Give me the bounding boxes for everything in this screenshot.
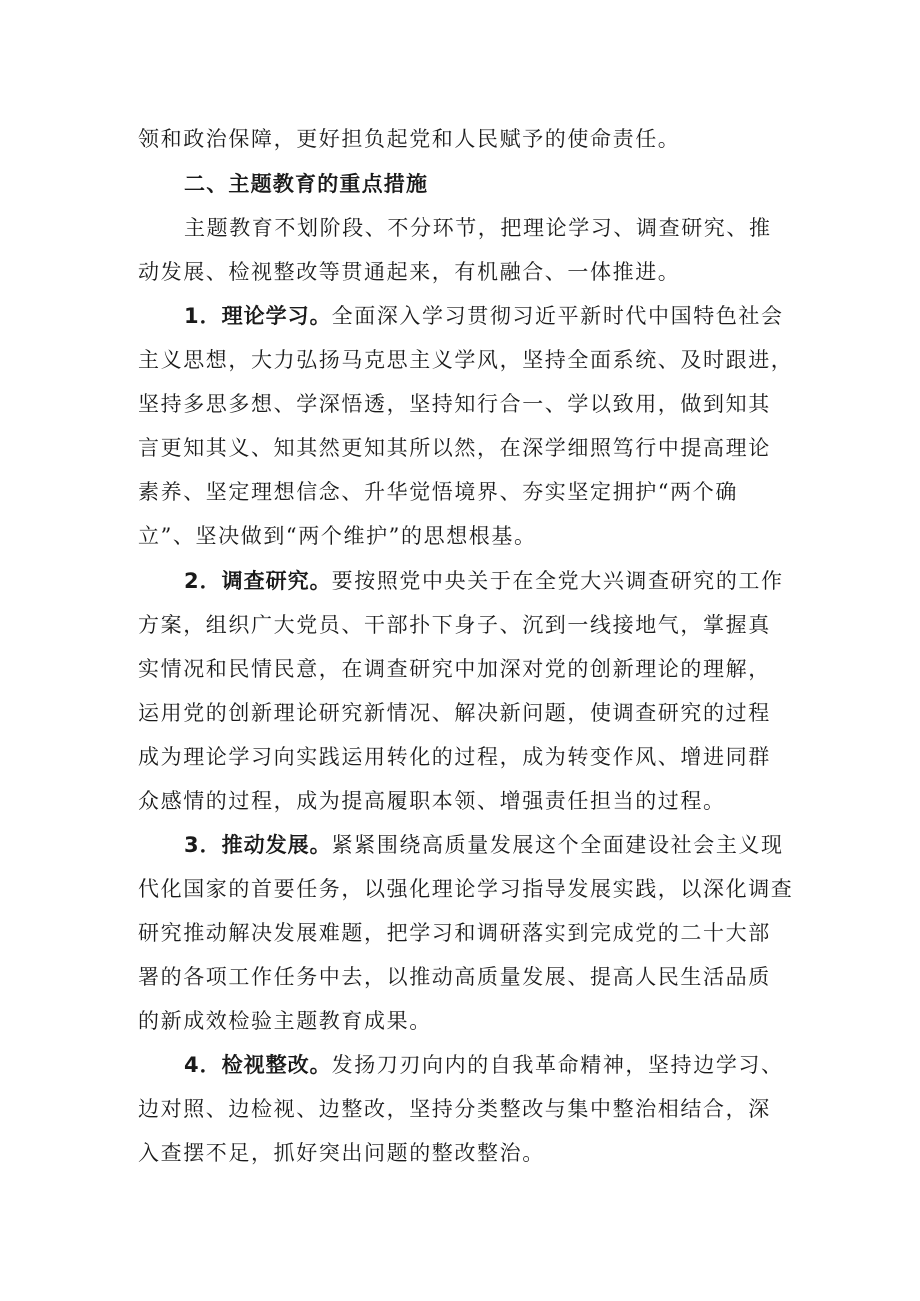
section-intro-line: 主题教育不划阶段、不分环节，把理论学习、调查研究、推 bbox=[184, 216, 772, 240]
measure-2-line: 方案，组织广大党员、干部扑下身子、沉到一线接地气，掌握真 bbox=[138, 613, 771, 637]
measure-2-line: 众感情的过程，成为提高履职本领、增强责任担当的过程。 bbox=[138, 789, 726, 813]
measure-1-line: 立”、坚决做到“两个维护”的思想根基。 bbox=[138, 524, 537, 548]
measure-1-line: 素养、坚定理想信念、升华觉悟境界、夯实坚定拥护“两个确 bbox=[138, 480, 738, 504]
intro-line: 领和政治保障，更好担负起党和人民赋予的使命责任。 bbox=[138, 127, 681, 151]
measure-1-first-line bbox=[184, 301, 784, 331]
measure-2-line: 成为理论学习向实践运用转化的过程，成为转变作风、增进同群 bbox=[138, 745, 771, 769]
measure-3-first-text: 紧紧围绕高质量发展这个全面建设社会主义现 bbox=[331, 833, 784, 857]
section-intro-line: 动发展、检视整改等贯通起来，有机融合、一体推进。 bbox=[138, 260, 681, 284]
measure-3-lead: 3．推动发展。 bbox=[184, 833, 332, 857]
measure-1-lead: 1．理论学习。 bbox=[184, 304, 332, 328]
measure-1-line: 主义思想，大力弘扬马克思主义学风，坚持全面系统、及时跟进， bbox=[138, 348, 794, 372]
measure-3-line: 代化国家的首要任务，以强化理论学习指导发展实践，以深化调查 bbox=[138, 877, 794, 901]
section-heading: 二、主题教育的重点措施 bbox=[184, 172, 429, 196]
measure-3-first-line bbox=[184, 830, 784, 860]
measure-2-first-text: 要按照党中央关于在全党大兴调查研究的工作 bbox=[331, 569, 784, 593]
measure-1-line: 言更知其义、知其然更知其所以然，在深学细照笃行中提高理论 bbox=[138, 436, 771, 460]
measure-2-line: 实情况和民情民意，在调查研究中加深对党的创新理论的理解， bbox=[138, 657, 771, 681]
measure-4-first-line bbox=[184, 1050, 784, 1080]
measure-1-first-text: 全面深入学习贯彻习近平新时代中国特色社会 bbox=[331, 304, 784, 328]
measure-2-first-line bbox=[184, 566, 784, 596]
measure-4-line: 边对照、边检视、边整改，坚持分类整改与集中整治相结合，深 bbox=[138, 1097, 771, 1121]
measure-4-line: 入查摆不足，抓好突出问题的整改整治。 bbox=[138, 1141, 545, 1165]
measure-2-line: 运用党的创新理论研究新情况、解决新问题，使调查研究的过程 bbox=[138, 701, 771, 725]
measure-4-lead: 4．检视整改。 bbox=[184, 1053, 332, 1077]
measure-3-line: 署的各项工作任务中去，以推动高质量发展、提高人民生活品质 bbox=[138, 965, 771, 989]
measure-3-line: 的新成效检验主题教育成果。 bbox=[138, 1009, 432, 1033]
measure-4-first-text: 发扬刀刃向内的自我革命精神，坚持边学习、 bbox=[331, 1053, 784, 1077]
measure-1-line: 坚持多思多想、学深悟透，坚持知行合一、学以致用，做到知其 bbox=[138, 392, 771, 416]
measure-3-line: 研究推动解决发展难题，把学习和调研落实到完成党的二十大部 bbox=[138, 921, 771, 945]
measure-2-lead: 2．调查研究。 bbox=[184, 569, 332, 593]
